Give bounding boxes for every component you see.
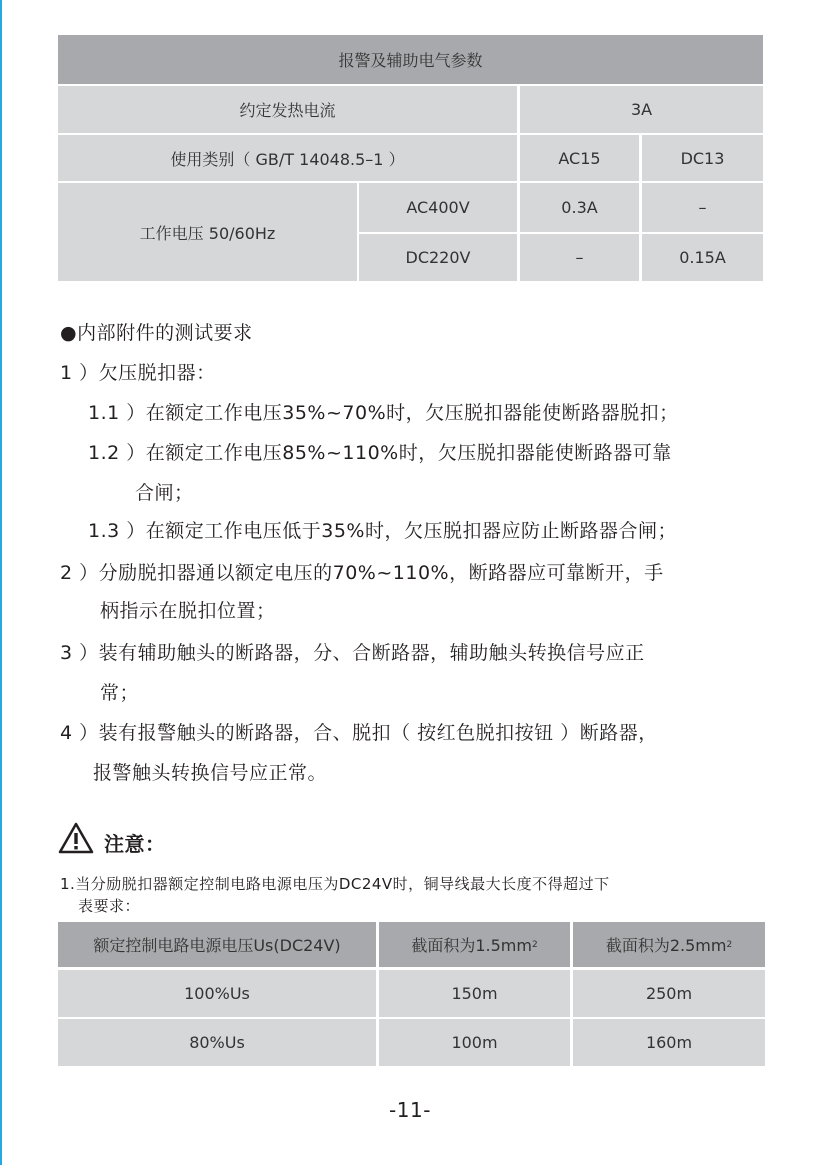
text-line: 4 ）装有报警触头的断路器，合、脱扣（ 按红色脱扣按钮 ）断路器，	[60, 722, 658, 744]
ac400-ac15: 0.3A	[520, 183, 639, 232]
table-cell: 100%Us	[58, 970, 376, 1017]
header-2-5mm	[573, 922, 765, 967]
page-number: -11-	[389, 1098, 431, 1122]
table-cell: 80%Us	[58, 1019, 376, 1066]
text-line: 1.1 ）在额定工作电压35%~70%时，欠压脱扣器能使断路器脱扣；	[88, 402, 679, 424]
text-line: 2 ）分励脱扣器通以额定电压的70%~110%，断路器应可靠断开，手	[60, 562, 664, 584]
header-voltage: 额定控制电路电源电压Us(DC24V)	[58, 922, 376, 967]
section-heading: ●内部附件的测试要求	[60, 322, 253, 344]
text-line: 1.3 ）在额定工作电压低于35%时，欠压脱扣器应防止断路器合闸；	[88, 520, 677, 542]
header-1-5mm	[379, 922, 570, 967]
warning-icon	[58, 822, 94, 854]
text-line: 合闸；	[135, 482, 194, 504]
rated-current-value: 3A	[520, 86, 763, 133]
table-title: 报警及辅助电气参数	[58, 35, 763, 84]
dc220-dc13: 0.15A	[642, 234, 763, 281]
dc220-ac15: –	[520, 234, 639, 281]
text-line: 3 ）装有辅助触头的断路器，分、合断路器，辅助触头转换信号应正	[60, 642, 645, 664]
text-line: 常；	[100, 682, 140, 704]
header-text: 截面积为1.5mm	[411, 936, 532, 955]
category-dc: DC13	[642, 135, 763, 181]
text-line: 柄指示在脱扣位置；	[100, 600, 276, 622]
table-cell: 160m	[573, 1019, 765, 1066]
notice-title: 注意：	[104, 832, 166, 856]
category-label: 使用类别（ GB/T 14048.5–1 ）	[58, 135, 517, 181]
superscript: 2	[531, 939, 538, 950]
voltage-label: 工作电压 50/60Hz	[58, 183, 357, 281]
rated-current-label: 约定发热电流	[58, 86, 517, 133]
notice-text: 1.当分励脱扣器额定控制电路电源电压为DC24V时，铜导线最大长度不得超过下	[60, 875, 610, 893]
table-cell: 150m	[379, 970, 570, 1017]
page-edge-line	[0, 0, 2, 1165]
ac400-dc13: –	[642, 183, 763, 232]
text-line: 报警触头转换信号应正常。	[93, 762, 328, 784]
voltage-ac400: AC400V	[359, 183, 517, 232]
category-ac: AC15	[520, 135, 639, 181]
voltage-dc220: DC220V	[359, 234, 517, 281]
text-line: 1.2 ）在额定工作电压85%~110%时，欠压脱扣器能使断路器可靠	[88, 442, 672, 464]
notice-text: 表要求：	[78, 897, 141, 915]
text-line: 1 ）欠压脱扣器：	[60, 362, 216, 384]
superscript: 2	[726, 939, 733, 950]
table-cell: 250m	[573, 970, 765, 1017]
table-cell: 100m	[379, 1019, 570, 1066]
header-text: 截面积为2.5mm	[605, 936, 727, 955]
